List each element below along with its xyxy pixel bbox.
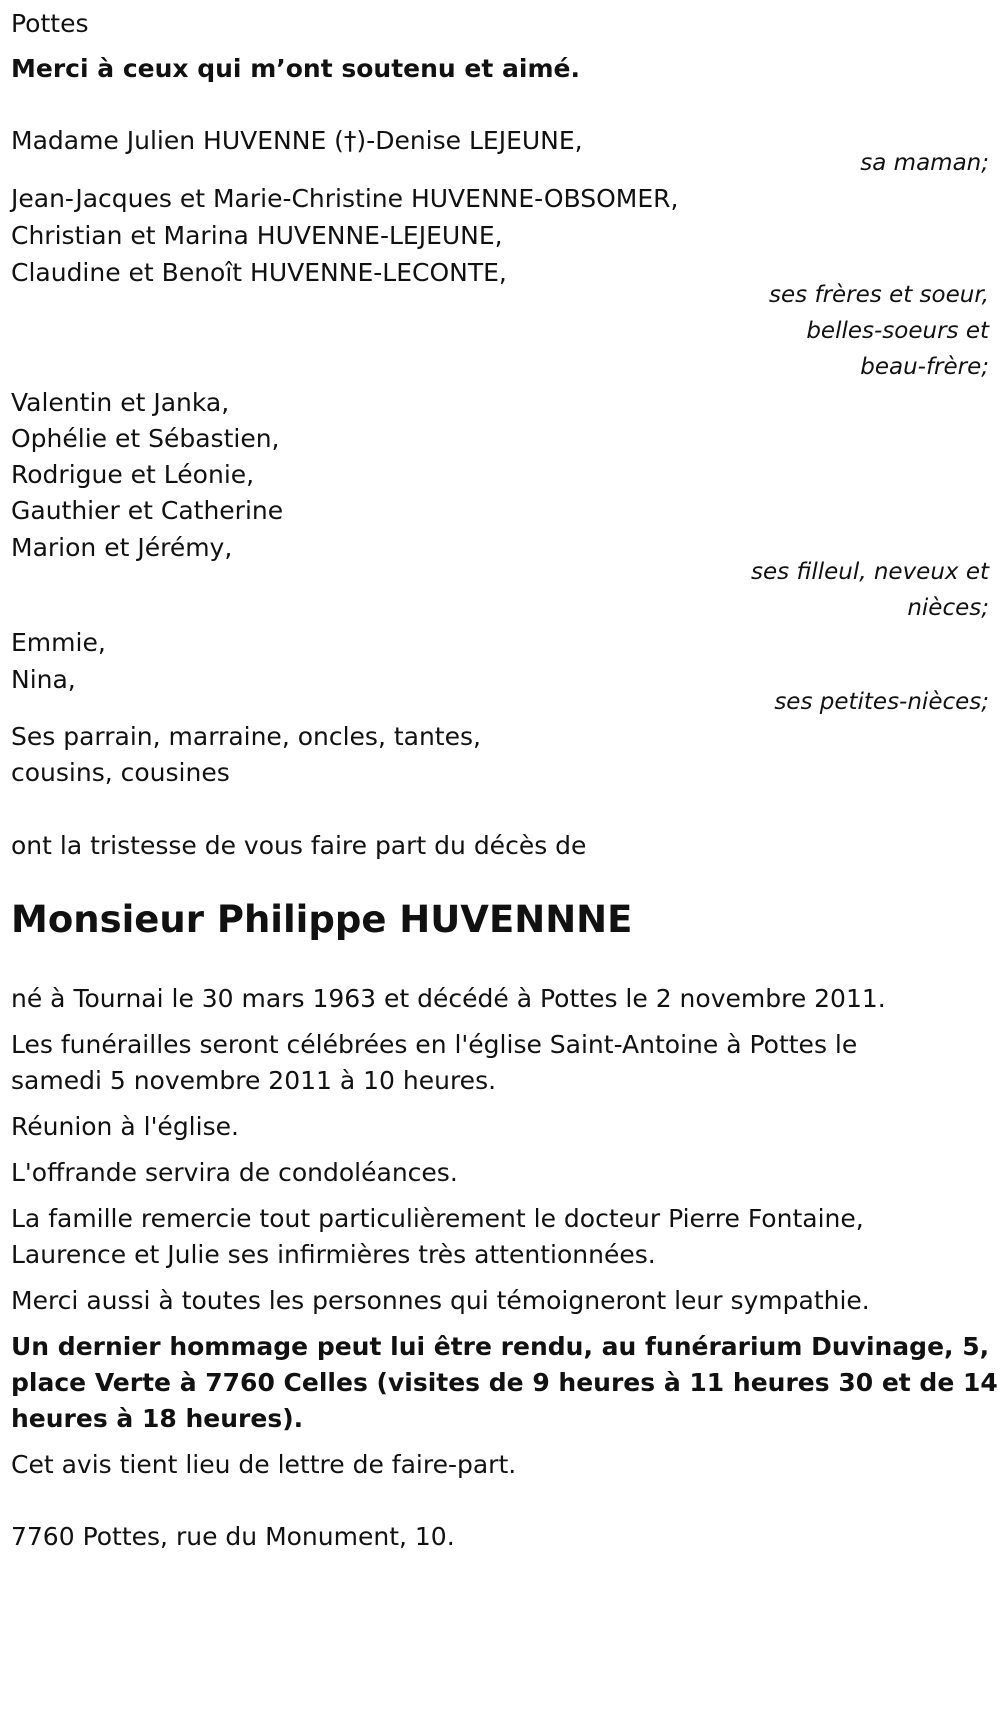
birth-death-text: né à Tournai le 30 mars 1963 et décédé à Pottes le 2 novembre 2011. — [11, 984, 886, 1013]
thanks-heading: Merci à ceux qui m’ont soutenu et aimé. — [11, 54, 580, 83]
nephew-line: Gauthier et Catherine — [11, 496, 284, 525]
grandniece-line: Emmie, — [11, 628, 106, 657]
siblings-relation-line: ses frères et soeur, — [769, 282, 989, 308]
offering-text: L'offrande servira de condoléances. — [11, 1158, 458, 1187]
address-text: 7760 Pottes, rue du Monument, 10. — [11, 1522, 455, 1551]
others-line: Ses parrain, marraine, oncles, tantes, — [11, 722, 481, 751]
nephews-relation-line: nièces; — [907, 595, 989, 621]
sibling-line: Jean-Jacques et Marie-Christine HUVENNE-OBSOMER, — [11, 184, 679, 213]
nephew-line: Rodrigue et Léonie, — [11, 460, 255, 489]
sibling-line: Claudine et Benoît HUVENNE-LECONTE, — [11, 258, 507, 287]
grandniece-line: Nina, — [11, 665, 76, 694]
others-line: cousins, cousines — [11, 758, 230, 787]
funeral-line: samedi 5 novembre 2011 à 10 heures. — [11, 1066, 497, 1095]
tribute-line: heures à 18 heures). — [11, 1404, 304, 1433]
siblings-relation-line: belles-soeurs et — [806, 318, 989, 344]
thanks-doctor-line: Laurence et Julie ses infirmières très attentionnées. — [11, 1240, 656, 1269]
announcement-text: ont la tristesse de vous faire part du décès de — [11, 831, 587, 860]
siblings-relation-line: beau-frère; — [860, 354, 989, 380]
nephews-relation-line: ses filleul, neveux et — [751, 559, 989, 585]
nephew-line: Ophélie et Sébastien, — [11, 424, 280, 453]
nephew-line: Valentin et Janka, — [11, 388, 230, 417]
notice-text: Cet avis tient lieu de lettre de faire-part. — [11, 1450, 517, 1479]
mother-line: Madame Julien HUVENNE (†)-Denise LEJEUNE, — [11, 126, 583, 155]
nephew-line: Marion et Jérémy, — [11, 533, 233, 562]
sibling-line: Christian et Marina HUVENNE-LEJEUNE, — [11, 221, 503, 250]
grandnieces-relation: ses petites-nièces; — [774, 689, 989, 715]
tribute-line: place Verte à 7760 Celles (visites de 9 heures à 11 heures 30 et de 14 — [11, 1368, 998, 1397]
funeral-line: Les funérailles seront célébrées en l'église Saint-Antoine à Pottes le — [11, 1030, 858, 1059]
tribute-line: Un dernier hommage peut lui être rendu, au funérarium Duvinage, 5, — [11, 1332, 990, 1361]
thanks-doctor-line: La famille remercie tout particulièrement le docteur Pierre Fontaine, — [11, 1204, 864, 1233]
meeting-text: Réunion à l'église. — [11, 1112, 239, 1141]
mother-relation: sa maman; — [860, 150, 989, 176]
thanks-all-text: Merci aussi à toutes les personnes qui témoigneront leur sympathie. — [11, 1286, 870, 1315]
place-heading: Pottes — [11, 9, 89, 38]
deceased-name: Monsieur Philippe HUVENNNE — [11, 898, 633, 941]
